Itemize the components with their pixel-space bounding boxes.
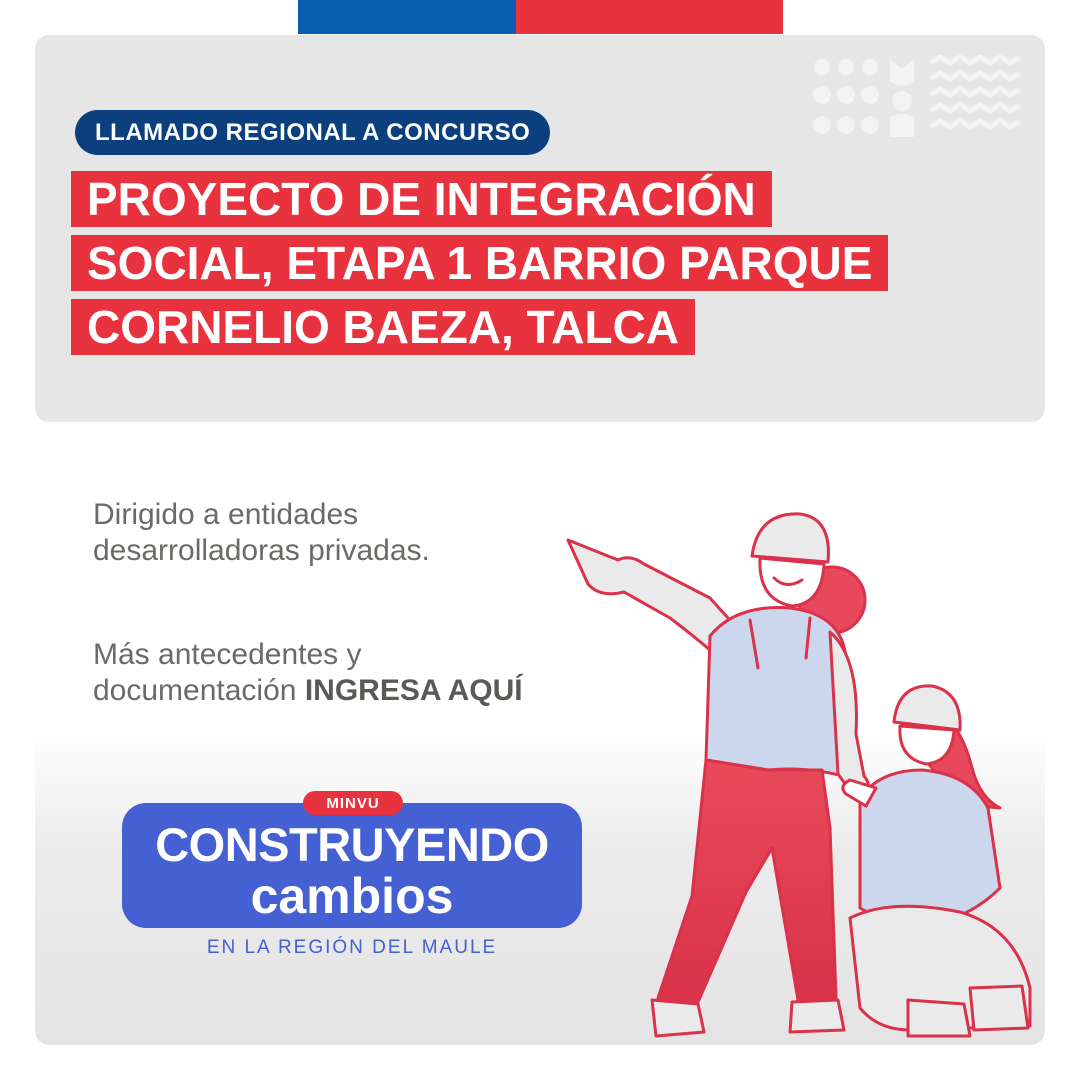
worker-crouching	[843, 686, 1030, 1036]
flag-stripe-red	[516, 0, 783, 34]
region-label: EN LA REGIÓN DEL MAULE	[206, 937, 498, 958]
worker-standing	[568, 514, 868, 1036]
decorative-pattern	[810, 55, 1025, 143]
title-line-3: CORNELIO BAEZA, TALCA	[71, 299, 695, 355]
construyendo-cambios-logo	[122, 803, 582, 928]
minvu-badge: MINVU	[303, 791, 403, 815]
workers-illustration	[560, 508, 1050, 1048]
more-info-text	[93, 637, 523, 709]
more-info-prefix: documentación	[93, 674, 305, 707]
audience-line-2: desarrolladoras privadas.	[93, 534, 430, 567]
audience-text	[93, 497, 430, 569]
logo-line-2: cambios	[250, 868, 454, 924]
call-category-pill: LLAMADO REGIONAL A CONCURSO	[75, 110, 550, 155]
page-title	[71, 171, 888, 363]
ingresa-aqui-link[interactable]: INGRESA AQUÍ	[304, 674, 523, 707]
title-line-1: PROYECTO DE INTEGRACIÓN	[71, 171, 772, 227]
more-info-line-2	[93, 673, 523, 709]
audience-line-1: Dirigido a entidades	[93, 498, 359, 531]
more-info-line-1: Más antecedentes y	[93, 638, 362, 671]
title-line-2: SOCIAL, ETAPA 1 BARRIO PARQUE	[71, 235, 888, 291]
flag-stripe-blue	[298, 0, 516, 34]
logo-line-1: CONSTRUYENDO	[155, 818, 549, 871]
